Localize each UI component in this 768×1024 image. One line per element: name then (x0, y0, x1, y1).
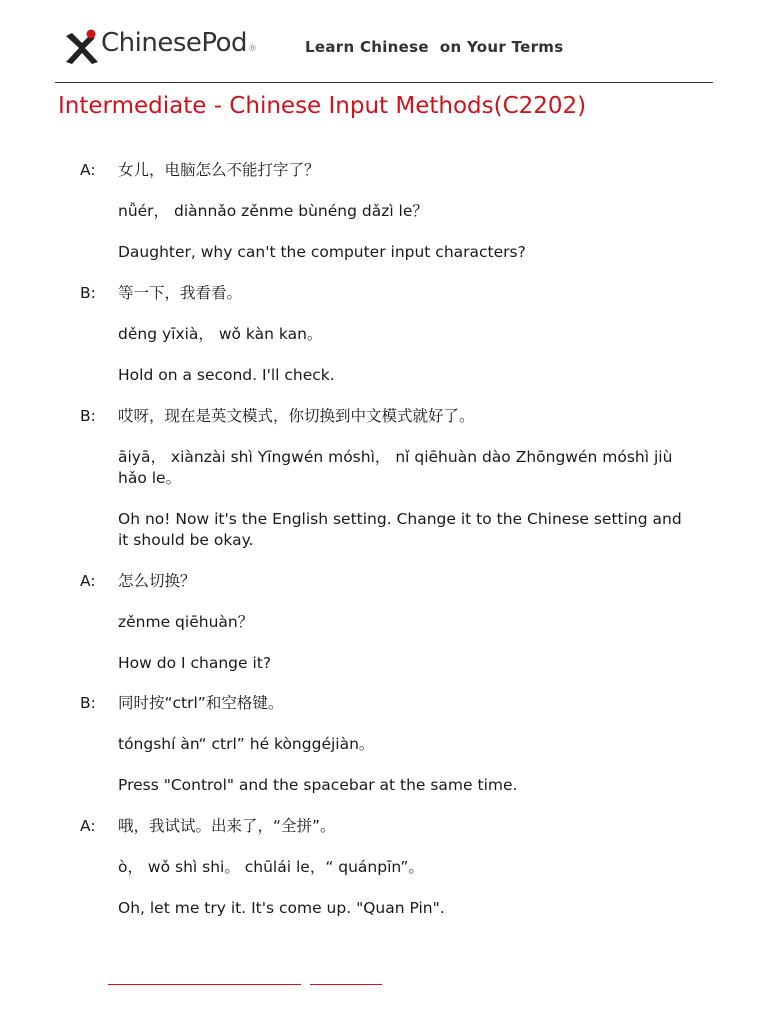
dialogue-turn (80, 406, 690, 551)
registered-mark: ® (248, 44, 257, 54)
speaker-label: A: (80, 572, 96, 590)
english-line: Daughter, why can't the computer input characters? (118, 243, 526, 261)
speaker-label: A: (80, 817, 96, 835)
speaker-label: B: (80, 284, 96, 302)
page-header (0, 0, 768, 84)
dialogue-turn (80, 160, 690, 263)
english-line: How do I change it? (118, 654, 272, 672)
logo-wordmark: ChinesePod® (101, 28, 257, 58)
pinyin-line: āiyā， xiànzài shì Yīngwén móshì， nǐ qiēhuàn dào Zhōngwén móshì jiù hǎo le。 (118, 448, 673, 487)
chinese-line: 哦，我试试。出来了，“全拼”。 (118, 817, 336, 835)
pinyin-line: děng yīxià， wǒ kàn kan。 (118, 325, 323, 343)
footer-links (0, 984, 768, 986)
page-title: Intermediate - Chinese Input Methods(C2202) (58, 93, 587, 119)
dialogue-turn (80, 283, 690, 386)
chinese-line: 同时按“ctrl”和空格键。 (118, 694, 284, 712)
footer-link-underline[interactable] (108, 984, 301, 985)
tagline: Learn Chinese on Your Terms (305, 38, 564, 56)
dialogue-turn (80, 571, 690, 674)
chinese-line: 等一下，我看看。 (118, 284, 243, 302)
english-line: Oh, let me try it. It's come up. "Quan Pin". (118, 899, 445, 917)
dialogue-turn (80, 693, 690, 796)
english-line: Press "Control" and the spacebar at the same time. (118, 776, 518, 794)
pinyin-line: nǚér， diànnǎo zěnme bùnéng dǎzì le？ (118, 202, 428, 220)
pinyin-line: zěnme qiēhuàn？ (118, 613, 254, 631)
chinese-line: 怎么切换？ (118, 572, 196, 590)
pinyin-line: tóngshí àn“ ctrl” hé kònggéjiàn。 (118, 735, 375, 753)
footer-link-underline[interactable] (310, 984, 382, 985)
dialogue-turn (80, 816, 690, 919)
chinese-line: 哎呀，现在是英文模式，你切换到中文模式就好了。 (118, 407, 475, 425)
header-divider (55, 82, 713, 83)
pinyin-line: ò， wǒ shì shi。 chūlái le，“ quánpīn”。 (118, 858, 424, 876)
speaker-label: B: (80, 407, 96, 425)
english-line: Hold on a second. I'll check. (118, 366, 335, 384)
chinese-line: 女儿，电脑怎么不能打字了？ (118, 161, 320, 179)
chinesepod-logo-icon (62, 28, 102, 68)
speaker-label: A: (80, 161, 96, 179)
speaker-label: B: (80, 694, 96, 712)
english-line: Oh no! Now it's the English setting. Change it to the Chinese setting and it should be okay. (118, 510, 682, 549)
